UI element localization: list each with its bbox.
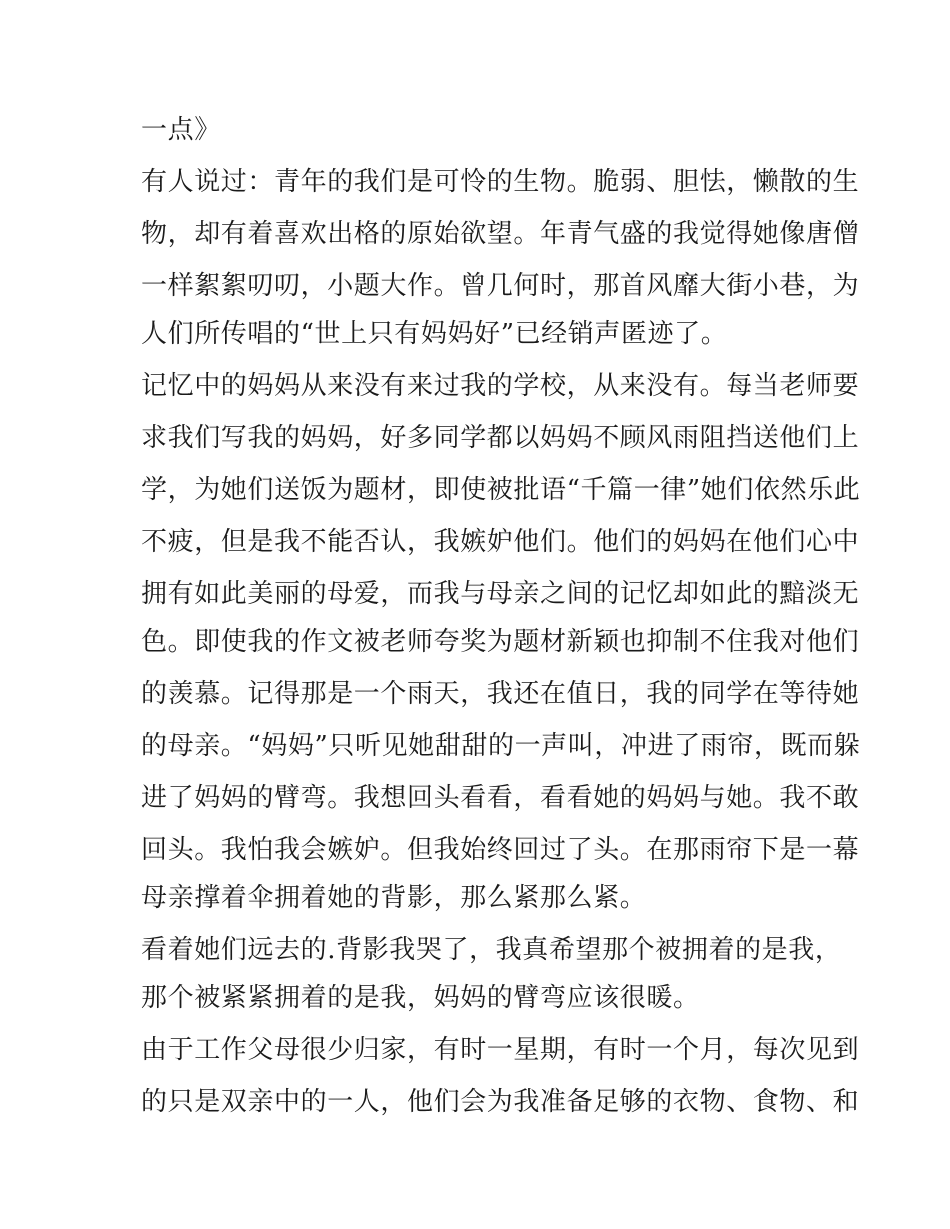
text-line: 的羡慕。记得那是一个雨天，我还在值日，我的同学在等待她 bbox=[141, 679, 860, 709]
text-line: 那个被紧紧拥着的是我，妈妈的臂弯应该很暖。 bbox=[141, 983, 700, 1013]
text-line: 有人说过：青年的我们是可怜的生物。脆弱、胆怯，懒散的生 bbox=[141, 167, 860, 197]
text-line: 一样絮絮叨叨，小题大作。曾几何时，那首风靡大街小巷，为 bbox=[141, 271, 860, 301]
text-line: 回头。我怕我会嫉妒。但我始终回过了头。在那雨帘下是一幕 bbox=[141, 835, 860, 865]
text-line: 拥有如此美丽的母爱，而我与母亲之间的记忆却如此的黯淡无 bbox=[141, 579, 860, 609]
text-line: 的只是双亲中的一人，他们会为我准备足够的衣物、食物、和 bbox=[141, 1087, 860, 1117]
text-line: 物，却有着喜欢出格的原始欲望。年青气盛的我觉得她像唐僧 bbox=[141, 219, 860, 249]
text-line: 不疲，但是我不能否认，我嫉妒他们。他们的妈妈在他们心中 bbox=[141, 527, 860, 557]
text-line: 进了妈妈的臂弯。我想回头看看，看看她的妈妈与她。我不敢 bbox=[141, 783, 860, 813]
text-line: 母亲撑着伞拥着她的背影，那么紧那么紧。 bbox=[141, 883, 647, 913]
text-line: 求我们写我的妈妈，好多同学都以妈妈不顾风雨阻挡送他们上 bbox=[141, 423, 860, 453]
text-line: 一点》 bbox=[141, 115, 221, 145]
text-line: 记忆中的妈妈从来没有来过我的学校，从来没有。每当老师要 bbox=[141, 371, 860, 401]
text-line: 人们所传唱的“世上只有妈妈好”已经销声匿迹了。 bbox=[141, 319, 728, 349]
text-line: 由于工作父母很少归家，有时一星期，有时一个月，每次见到 bbox=[141, 1035, 860, 1065]
text-line: 色。即使我的作文被老师夸奖为题材新颖也抑制不住我对他们 bbox=[141, 627, 860, 657]
text-line: 看着她们远去的.背影我哭了，我真希望那个被拥着的是我， bbox=[141, 935, 842, 965]
text-line: 学，为她们送饭为题材，即使被批语“千篇一律”她们依然乐此 bbox=[141, 475, 861, 505]
text-line: 的母亲。“妈妈”只听见她甜甜的一声叫，冲进了雨帘，既而躲 bbox=[141, 731, 861, 761]
